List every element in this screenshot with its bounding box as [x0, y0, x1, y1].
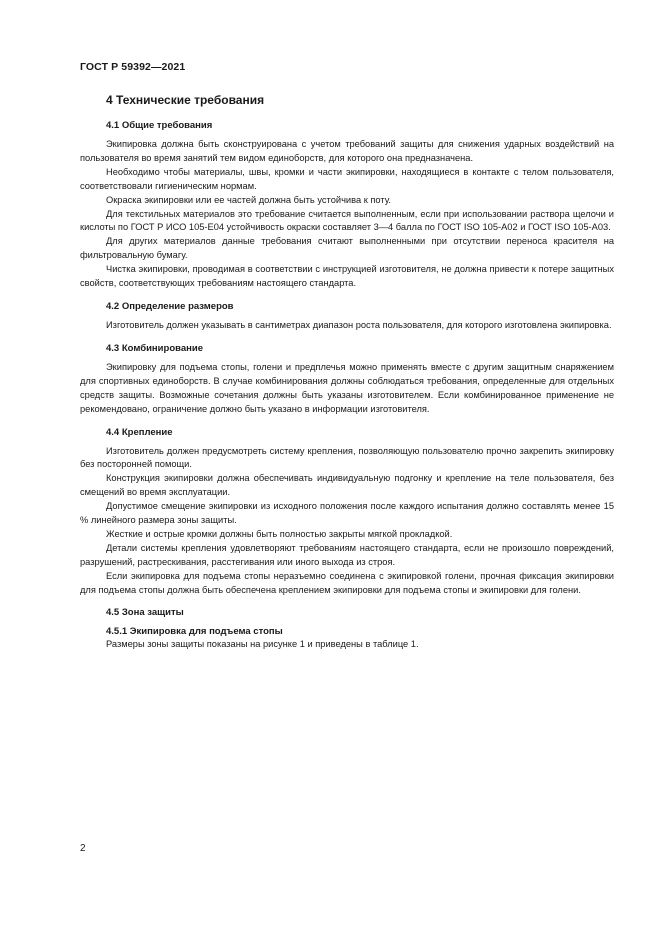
- paragraph: Для других материалов данные требования считают выполненными при отсутствии переноса красителя на фильтровальную бумагу.: [80, 236, 614, 261]
- section-4-2-title: 4.2 Определение размеров: [106, 300, 234, 312]
- paragraph: Размеры зоны защиты показаны на рисунке 1 и приведены в таблице 1.: [106, 639, 419, 650]
- page-number: 2: [80, 843, 86, 854]
- section-4-1-title: 4.1 Общие требования: [106, 120, 213, 131]
- paragraph: Необходимо чтобы материалы, швы, кромки и части экипировки, находящиеся в контакте с телом пользователя, соответствовали гигиеническим нормам.: [80, 166, 614, 191]
- paragraph: Допустимое смещение экипировки из исходного положения после каждого испытания должно составлять менее 15 % линейного размера зоны защиты.: [80, 501, 614, 526]
- paragraph: Экипировку для подъема стопы, голени и предплечья можно применять вместе с другим защитным снаряжением для спортивных единоборств. В случае комбинирования должны соблюдаться требования, определенные для отдельных средств защиты. Возможные сочетания должны быть указаны изготовителем. Если комбинированное применение не рекомендовано, ограничение должно быть указано в информации изготовителя.: [80, 361, 614, 414]
- section-4-3-title: 4.3 Комбинирование: [106, 342, 203, 354]
- paragraph: Чистка экипировки, проводимая в соответствии с инструкцией изготовителя, не должна привести к потере защитных свойств, соответствующих требованиям настоящего стандарта.: [80, 264, 614, 289]
- paragraph: Для текстильных материалов это требование считается выполненным, если при использовании раствора щелочи и кислоты по ГОСТ Р ИСО 105-Е04 устойчивость окраски составляет 3—4 балла по ГОСТ ISO 105-A02 и ГОСТ ISO 105-A03.: [80, 208, 614, 233]
- paragraph: Изготовитель должен указывать в сантиметрах диапазон роста пользователя, для которого изготовлена экипировка.: [106, 319, 612, 330]
- paragraph: Экипировка должна быть сконструирована с учетом требований защиты для снижения ударных воздействий на пользователя во время занятий тем видом единоборств, для которого она предназначена.: [80, 139, 614, 163]
- paragraph: Детали системы крепления удовлетворяют требованиям настоящего стандарта, если не произошло повреждений, разрушений, растрескивания, расстегивания или иного выхода из строя.: [80, 542, 614, 567]
- section-4-5-1-title: 4.5.1 Экипировка для подъема стопы: [106, 626, 283, 638]
- paragraph: Изготовитель должен предусмотреть систему крепления, позволяющую пользователю прочно закрепить экипировку без посторонней помощи.: [80, 445, 614, 470]
- paragraph: Жесткие и острые кромки должны быть полностью закрыты мягкой прокладкой.: [106, 528, 453, 539]
- paragraph: Окраска экипировки или ее частей должна быть устойчива к поту.: [106, 194, 392, 205]
- document-id: ГОСТ Р 59392—2021: [80, 61, 186, 73]
- paragraph: Конструкция экипировки должна обеспечивать индивидуальную подгонку и крепление на теле пользователя, без смещений во время эксплуатации.: [80, 473, 614, 498]
- section-4-4-title: 4.4 Крепление: [106, 426, 173, 438]
- page-content: [80, 92, 614, 652]
- section-4-5-title: 4.5 Зона защиты: [106, 607, 184, 619]
- section-4-title: 4 Технические требования: [106, 93, 265, 107]
- paragraph: Если экипировка для подъема стопы неразъемно соединена с экипировкой голени, прочная фиксация экипировки для подъема стопы должна быть обеспечена креплением экипировки для подъема стопы и экипировки для голени.: [80, 570, 614, 595]
